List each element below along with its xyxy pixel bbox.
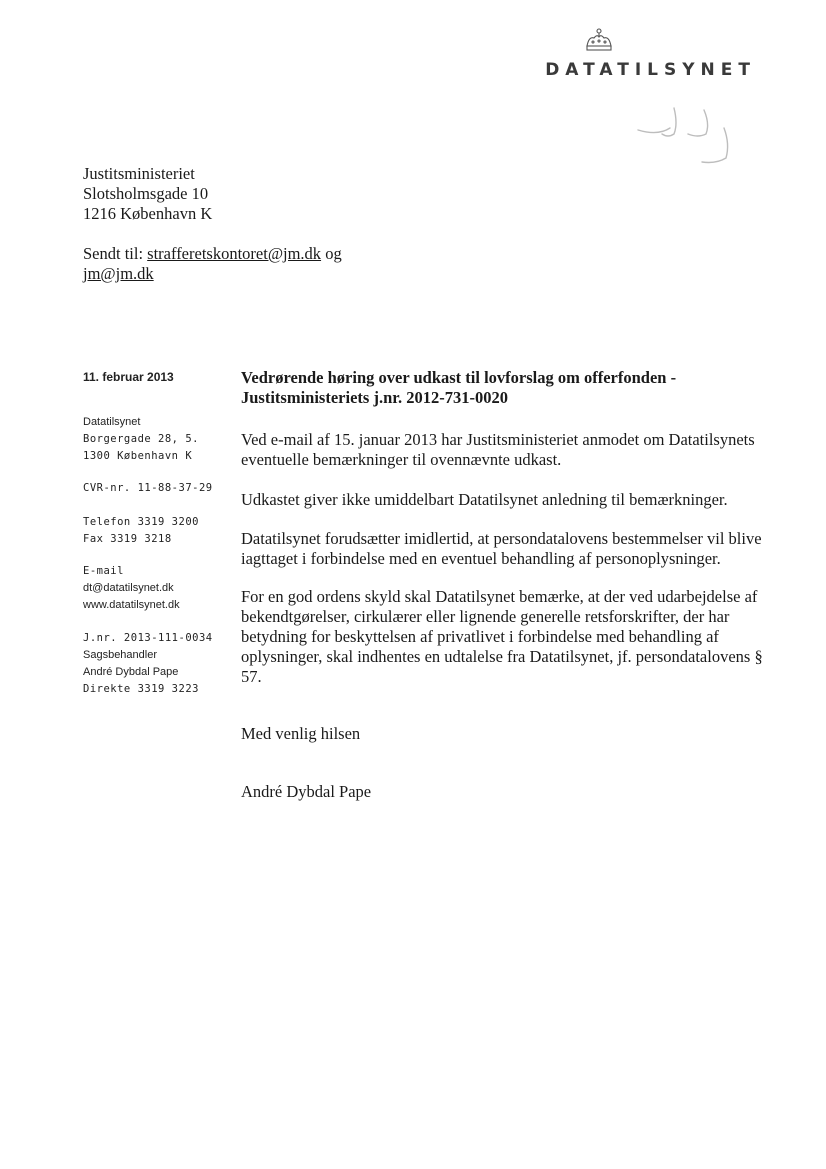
sender-web[interactable]: www.datatilsynet.dk — [83, 599, 180, 611]
paragraph-4: For en god ordens skyld skal Datatilsynet bemærke, at der ved udarbejdelse af bekendtgørelser, cirkulærer eller lignende generelle retsforskrifter, der har betydning for beskyttelsen af privatlivet i forbindelse med behandling af oplysninger, skal indhentes en udtalelse fra Datatilsynet, jf. persondatalovens § 57. — [241, 587, 763, 686]
crown-icon — [583, 28, 615, 54]
recipient-name: Justitsministeriet — [83, 164, 195, 183]
sent-to-line — [83, 244, 342, 284]
brand-logo-text: DATATILSYNET — [545, 60, 756, 80]
case-handler-label: Sagsbehandler — [83, 649, 158, 661]
paragraph-3: Datatilsynet forudsætter imidlertid, at persondatalovens bestemmelser vil blive iagttaget i forbindelse med en eventuel behandling af personoplysninger. — [241, 529, 762, 568]
recipient-address — [83, 164, 212, 224]
sender-address — [83, 414, 199, 465]
sent-to-prefix: Sendt til: — [83, 244, 148, 263]
email-link-strafferetskontoret[interactable]: strafferetskontoret@jm.dk — [147, 244, 322, 263]
letter-subject: Vedrørende høring over udkast til lovforslag om offerfonden - Justitsministeriets j.nr. 2012-731-0020 — [241, 368, 677, 407]
closing: Med venlig hilsen — [241, 724, 361, 743]
sender-org: Datatilsynet — [83, 416, 141, 428]
sender-email-label: E-mail — [83, 565, 124, 577]
sender-cvr: CVR-nr. 11-88-37-29 — [83, 482, 213, 494]
sender-phone: Telefon 3319 3200 — [83, 516, 199, 528]
signature: André Dybdal Pape — [241, 782, 372, 801]
case-number: J.nr. 2013-111-0034 — [83, 632, 213, 644]
sender-phone-block — [83, 514, 199, 548]
case-block — [83, 630, 213, 698]
paragraph-2: Udkastet giver ikke umiddelbart Datatilsynet anledning til bemærkninger. — [241, 490, 728, 509]
sender-contact-block — [83, 563, 180, 614]
sender-fax: Fax 3319 3218 — [83, 533, 172, 545]
case-handler-name: André Dybdal Pape — [83, 666, 179, 678]
received-stamp-icon — [618, 100, 738, 172]
case-handler-direct: Direkte 3319 3223 — [83, 683, 199, 695]
letter-date: 11. februar 2013 — [83, 370, 174, 384]
email-link-jm[interactable]: jm@jm.dk — [83, 264, 154, 283]
sender-address-line1: Borgergade 28, 5. — [83, 433, 199, 445]
sent-to-joiner: og — [321, 244, 342, 263]
sender-address-line2: 1300 København K — [83, 450, 193, 462]
paragraph-1: Ved e-mail af 15. januar 2013 har Justitsministeriet anmodet om Datatilsynets eventuelle bemærkninger til ovennævnte udkast. — [241, 430, 755, 469]
sender-email[interactable]: dt@datatilsynet.dk — [83, 582, 174, 594]
recipient-street: Slotsholmsgade 10 — [83, 184, 209, 203]
recipient-city: 1216 København K — [83, 204, 213, 223]
